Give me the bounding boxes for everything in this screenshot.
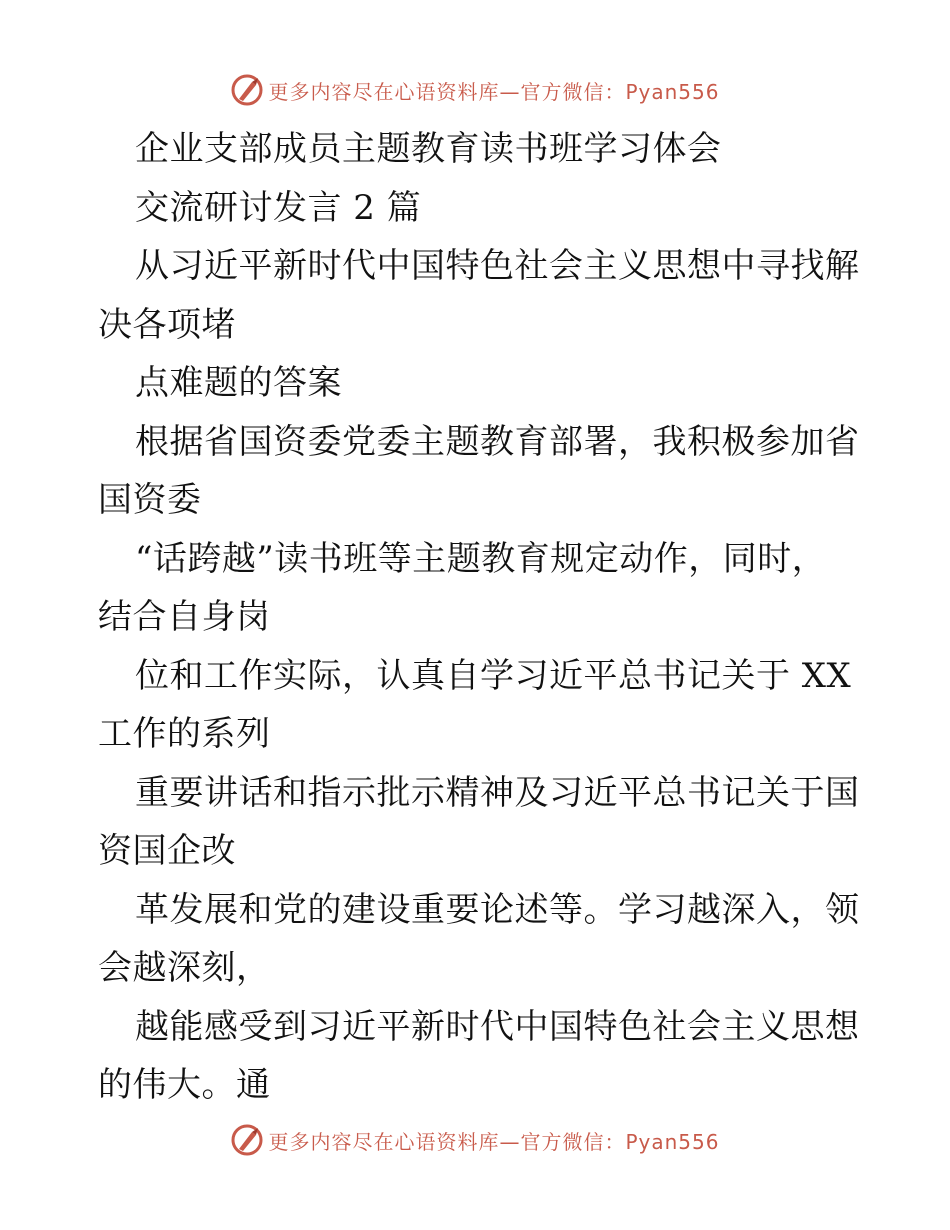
doc-line: 资国企改	[98, 831, 236, 871]
doc-line: 会越深刻，	[98, 948, 271, 988]
doc-line: 工作的系列	[98, 714, 271, 754]
footer-banner	[0, 1120, 950, 1160]
doc-line: 的伟大。通	[98, 1065, 271, 1105]
footer-banner-text: 更多内容尽在心语资料库—官方微信：Pyan556	[268, 1129, 720, 1154]
header-banner-text: 更多内容尽在心语资料库—官方微信：Pyan556	[268, 79, 720, 104]
doc-line: 从习近平新时代中国特色社会主义思想中寻找解	[135, 246, 860, 286]
header-banner	[0, 70, 950, 110]
doc-line: 重要讲话和指示批示精神及习近平总书记关于国	[135, 772, 860, 813]
doc-line: “话跨越”读书班等主题教育规定动作，同时，	[135, 538, 827, 579]
doc-line: 革发展和党的建设重要论述等。学习越深入，领	[135, 889, 860, 930]
doc-line: 决各项堵	[98, 304, 236, 345]
doc-line: 越能感受到习近平新时代中国特色社会主义思想	[135, 1006, 860, 1047]
doc-line: 国资委	[98, 480, 202, 520]
doc-line: 结合自身岗	[98, 597, 271, 637]
doc-title-line-2: 交流研讨发言 2 篇	[135, 187, 422, 228]
red-quill-logo-icon	[230, 1123, 264, 1157]
red-quill-logo-icon	[230, 73, 264, 107]
document-body	[98, 120, 858, 1115]
doc-line: 点难题的答案	[135, 363, 342, 403]
doc-line: 位和工作实际，认真自学习近平总书记关于 XX	[135, 655, 852, 696]
doc-title-line-1: 企业支部成员主题教育读书班学习体会	[135, 129, 722, 169]
doc-line: 根据省国资委党委主题教育部署，我积极参加省	[135, 421, 860, 462]
